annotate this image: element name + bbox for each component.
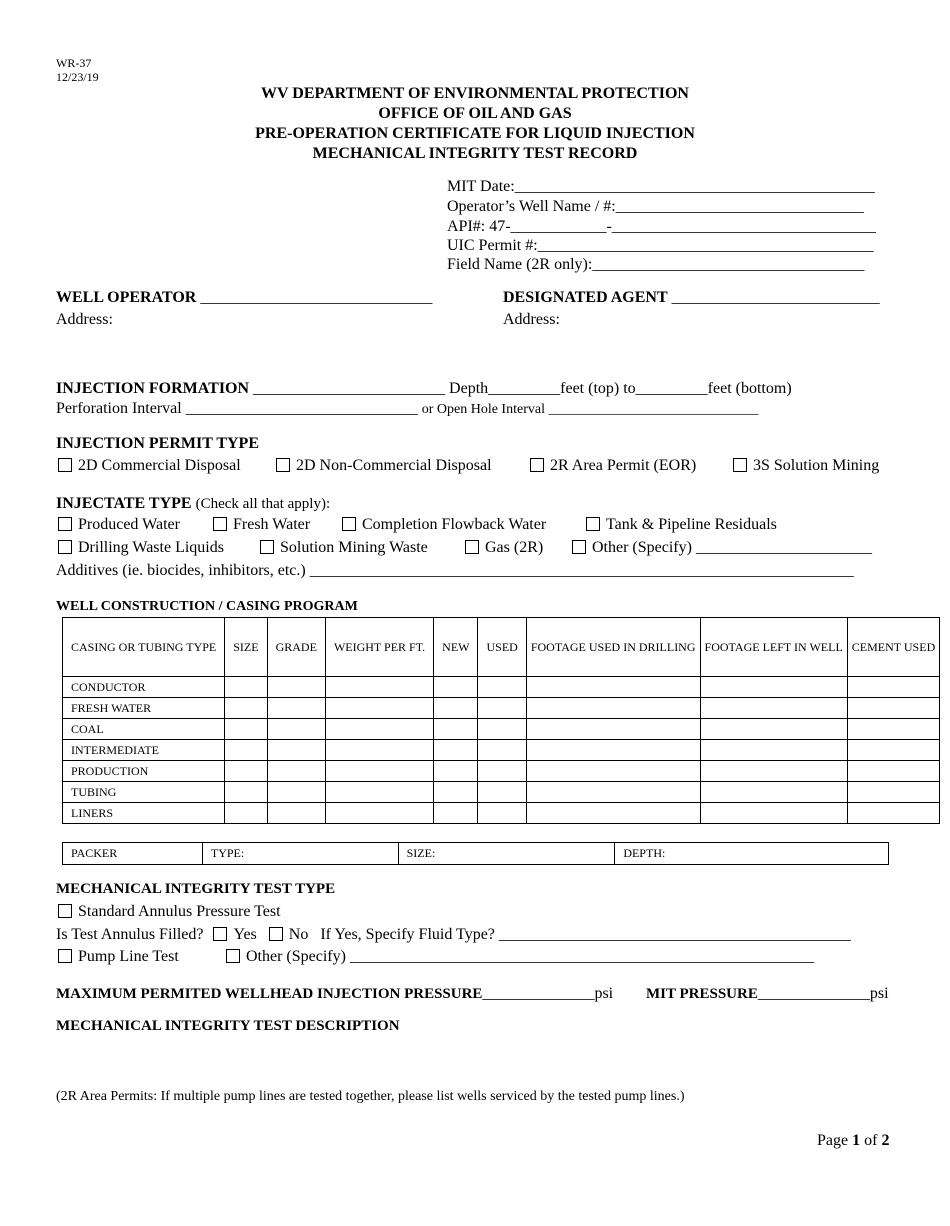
table-cell[interactable]	[700, 719, 847, 740]
option-label: Pump Line Test	[78, 948, 179, 965]
row-label: TUBING	[63, 782, 225, 803]
table-cell[interactable]	[478, 761, 526, 782]
form-code: WR-37	[56, 56, 92, 70]
casing-heading: WELL CONSTRUCTION / CASING PROGRAM	[56, 599, 358, 614]
injectate-completion-flowback[interactable]	[342, 516, 546, 534]
annulus-question: Is Test Annulus Filled?	[56, 926, 204, 943]
max-pressure-row	[56, 985, 613, 1003]
col-header: SIZE	[225, 618, 267, 677]
table-cell[interactable]	[478, 719, 526, 740]
depth-text[interactable]: Depth_________feet (top) to_________feet (bottom)	[449, 380, 792, 397]
table-row	[63, 740, 940, 761]
row-label: FRESH WATER	[63, 698, 225, 719]
option-label: Other (Specify) ______________________	[592, 539, 872, 556]
col-header: CEMENT USED	[847, 618, 939, 677]
table-cell[interactable]	[478, 803, 526, 824]
checkbox[interactable]	[572, 540, 586, 554]
table-cell[interactable]	[434, 719, 478, 740]
checkbox[interactable]	[260, 540, 274, 554]
uic-permit-field[interactable]: UIC Permit #:__________________________________________	[447, 237, 874, 254]
table-cell[interactable]	[434, 698, 478, 719]
table-cell[interactable]	[225, 740, 267, 761]
permit-type-heading: INJECTION PERMIT TYPE	[56, 435, 259, 452]
table-cell[interactable]	[225, 782, 267, 803]
agent-address-label: Address:	[503, 311, 560, 328]
table-cell[interactable]	[700, 740, 847, 761]
col-header: WEIGHT PER FT.	[325, 618, 433, 677]
permit-option-2d-commercial[interactable]	[58, 457, 241, 475]
col-header: NEW	[434, 618, 478, 677]
mit-pressure-label: MIT PRESSURE	[646, 986, 758, 1002]
perforation-row	[56, 400, 758, 418]
no-label: No	[288, 926, 309, 943]
packer-size-cell[interactable]: SIZE:	[398, 843, 615, 865]
title-line-2: OFFICE OF OIL AND GAS	[378, 105, 572, 122]
page-total: 2	[881, 1132, 890, 1149]
field-name-field[interactable]: Field Name (2R only):__________________________________	[447, 256, 865, 273]
designated-agent-row	[503, 289, 880, 307]
table-row	[63, 803, 940, 824]
title-line-4: MECHANICAL INTEGRITY TEST RECORD	[312, 145, 638, 162]
checkbox[interactable]	[58, 904, 72, 918]
table-cell[interactable]	[434, 803, 478, 824]
table-cell[interactable]	[267, 803, 325, 824]
packer-label: PACKER	[63, 843, 203, 865]
table-cell[interactable]	[225, 803, 267, 824]
option-label: Solution Mining Waste	[280, 539, 428, 556]
injectate-heading: INJECTATE TYPE	[56, 495, 192, 512]
form-date: 12/23/19	[56, 70, 99, 84]
col-header: USED	[478, 618, 526, 677]
checkbox[interactable]	[586, 517, 600, 531]
table-cell[interactable]	[225, 698, 267, 719]
table-cell[interactable]	[478, 740, 526, 761]
packer-type-cell[interactable]: TYPE:	[202, 843, 398, 865]
page-current: 1	[852, 1132, 861, 1149]
option-label: Tank & Pipeline Residuals	[606, 516, 777, 533]
psi-unit: psi	[869, 985, 889, 1002]
row-label: INTERMEDIATE	[63, 740, 225, 761]
packer-depth-cell[interactable]: DEPTH:	[615, 843, 889, 865]
well-operator-row	[56, 289, 432, 307]
table-cell[interactable]	[700, 803, 847, 824]
table-cell[interactable]	[325, 740, 433, 761]
table-cell[interactable]	[267, 740, 325, 761]
table-cell[interactable]	[700, 761, 847, 782]
checkbox[interactable]	[530, 458, 544, 472]
other-mit-option[interactable]	[226, 948, 814, 966]
casing-header-row	[63, 618, 940, 677]
psi-unit: psi	[594, 985, 614, 1002]
col-header: FOOTAGE USED IN DRILLING	[526, 618, 700, 677]
option-label: 2R Area Permit (EOR)	[550, 457, 697, 474]
table-cell[interactable]	[267, 782, 325, 803]
table-row	[63, 761, 940, 782]
injection-formation-label: INJECTION FORMATION	[56, 380, 250, 397]
table-cell[interactable]	[526, 782, 700, 803]
checkbox[interactable]	[58, 458, 72, 472]
title-line-1: WV DEPARTMENT OF ENVIRONMENTAL PROTECTION	[261, 85, 689, 102]
table-cell[interactable]	[847, 782, 939, 803]
table-cell[interactable]	[526, 719, 700, 740]
option-label: Gas (2R)	[485, 539, 544, 556]
table-cell[interactable]	[847, 677, 939, 698]
injectate-heading-row	[56, 495, 330, 513]
row-label: LINERS	[63, 803, 225, 824]
table-cell[interactable]	[700, 782, 847, 803]
table-cell[interactable]	[526, 740, 700, 761]
table-cell[interactable]	[526, 803, 700, 824]
table-cell[interactable]	[434, 761, 478, 782]
table-cell[interactable]	[478, 677, 526, 698]
injectate-drilling-waste[interactable]	[58, 539, 224, 557]
casing-table	[62, 617, 940, 824]
designated-agent-input[interactable]: __________________________	[671, 289, 880, 306]
api-field[interactable]: API#: 47-____________-_________________________________	[447, 218, 876, 235]
option-label: Completion Flowback Water	[362, 516, 547, 533]
checkbox[interactable]	[58, 949, 72, 963]
title-line-3: PRE-OPERATION CERTIFICATE FOR LIQUID INJECTION	[255, 125, 695, 142]
table-row	[63, 677, 940, 698]
table-cell[interactable]	[225, 719, 267, 740]
table-cell[interactable]	[325, 803, 433, 824]
page-number	[817, 1132, 889, 1150]
table-cell[interactable]	[325, 782, 433, 803]
option-label: Fresh Water	[233, 516, 311, 533]
table-cell[interactable]	[434, 740, 478, 761]
table-cell[interactable]	[267, 719, 325, 740]
permit-option-2d-noncommercial[interactable]	[276, 457, 492, 475]
table-cell[interactable]	[700, 698, 847, 719]
max-pressure-input[interactable]: ______________	[482, 985, 595, 1002]
table-cell[interactable]	[526, 761, 700, 782]
permit-option-2r-area[interactable]	[530, 457, 696, 475]
table-cell[interactable]	[325, 677, 433, 698]
description-note: (2R Area Permits: If multiple pump lines are tested together, please list wells serviced by the tested pump lines.)	[56, 1089, 685, 1104]
perforation-interval[interactable]: Perforation Interval _____________________________	[56, 400, 418, 417]
option-label: 2D Commercial Disposal	[78, 457, 241, 474]
checkbox[interactable]	[58, 517, 72, 531]
fluid-type-field[interactable]: If Yes, Specify Fluid Type? ____________________________________________	[320, 926, 851, 943]
table-cell[interactable]	[267, 698, 325, 719]
table-cell[interactable]	[478, 698, 526, 719]
description-heading: MECHANICAL INTEGRITY TEST DESCRIPTION	[56, 1018, 400, 1034]
injectate-tank-pipeline[interactable]	[586, 516, 777, 534]
col-header: FOOTAGE LEFT IN WELL	[700, 618, 847, 677]
injectate-other[interactable]	[572, 539, 872, 557]
option-label: Other (Specify) __________________________________________________________	[246, 948, 814, 965]
option-label: 2D Non-Commercial Disposal	[296, 457, 492, 474]
table-cell[interactable]	[847, 740, 939, 761]
table-cell[interactable]	[225, 761, 267, 782]
standard-annulus-option[interactable]	[58, 903, 281, 921]
injection-formation-input[interactable]: ________________________	[253, 380, 446, 397]
option-label: Drilling Waste Liquids	[78, 539, 224, 556]
table-row	[63, 698, 940, 719]
yes-checkbox[interactable]	[213, 927, 227, 941]
injectate-note: (Check all that apply):	[195, 496, 331, 512]
table-cell[interactable]	[526, 698, 700, 719]
permit-option-3s-solution[interactable]	[733, 457, 879, 475]
table-cell[interactable]	[434, 677, 478, 698]
table-cell[interactable]	[267, 677, 325, 698]
mit-type-heading: MECHANICAL INTEGRITY TEST TYPE	[56, 881, 336, 897]
option-label: Produced Water	[78, 516, 180, 533]
mit-pressure-row	[646, 985, 889, 1003]
injection-formation-row	[56, 380, 792, 398]
checkbox[interactable]	[276, 458, 290, 472]
table-cell[interactable]	[225, 677, 267, 698]
no-checkbox[interactable]	[269, 927, 283, 941]
table-cell[interactable]	[847, 761, 939, 782]
table-cell[interactable]	[325, 698, 433, 719]
col-header: CASING OR TUBING TYPE	[63, 618, 225, 677]
table-cell[interactable]	[526, 677, 700, 698]
yes-label: Yes	[233, 926, 257, 943]
page-of: of	[860, 1132, 882, 1149]
checkbox[interactable]	[58, 540, 72, 554]
pump-line-option[interactable]	[58, 948, 179, 966]
table-row	[63, 719, 940, 740]
checkbox[interactable]	[226, 949, 240, 963]
table-cell[interactable]	[267, 761, 325, 782]
row-label: COAL	[63, 719, 225, 740]
row-label: PRODUCTION	[63, 761, 225, 782]
page-prefix: Page	[817, 1132, 853, 1149]
packer-table	[62, 842, 889, 865]
checkbox[interactable]	[733, 458, 747, 472]
injectate-fresh-water[interactable]	[213, 516, 310, 534]
table-cell[interactable]	[325, 761, 433, 782]
mit-date-field[interactable]: MIT Date:_____________________________________________	[447, 178, 875, 195]
checkbox[interactable]	[342, 517, 356, 531]
well-operator-input[interactable]: _____________________________	[200, 289, 433, 306]
open-hole-interval[interactable]: or Open Hole Interval ______________________________	[421, 402, 759, 417]
table-row	[63, 782, 940, 803]
table-cell[interactable]	[847, 719, 939, 740]
annulus-filled-row	[56, 926, 851, 944]
additives-field[interactable]: Additives (ie. biocides, inhibitors, etc.) ____________________________________________________________________	[56, 562, 854, 579]
checkbox[interactable]	[213, 517, 227, 531]
checkbox[interactable]	[465, 540, 479, 554]
packer-row	[63, 843, 889, 865]
max-pressure-label: MAXIMUM PERMITED WELLHEAD INJECTION PRESSURE	[56, 986, 483, 1002]
table-cell[interactable]	[847, 698, 939, 719]
table-cell[interactable]	[325, 719, 433, 740]
mit-pressure-input[interactable]: ______________	[757, 985, 870, 1002]
designated-agent-label: DESIGNATED AGENT	[503, 289, 668, 306]
option-label: 3S Solution Mining	[753, 457, 880, 474]
option-label: Standard Annulus Pressure Test	[78, 903, 281, 920]
injectate-produced-water[interactable]	[58, 516, 180, 534]
injectate-gas-2r[interactable]	[465, 539, 543, 557]
table-cell[interactable]	[434, 782, 478, 803]
table-cell[interactable]	[478, 782, 526, 803]
table-cell[interactable]	[700, 677, 847, 698]
row-label: CONDUCTOR	[63, 677, 225, 698]
well-operator-label: WELL OPERATOR	[56, 289, 197, 306]
operator-address-label: Address:	[56, 311, 113, 328]
col-header: GRADE	[267, 618, 325, 677]
table-cell[interactable]	[847, 803, 939, 824]
well-name-field[interactable]: Operator’s Well Name / #:_______________________________	[447, 198, 864, 215]
injectate-solution-mining[interactable]	[260, 539, 428, 557]
